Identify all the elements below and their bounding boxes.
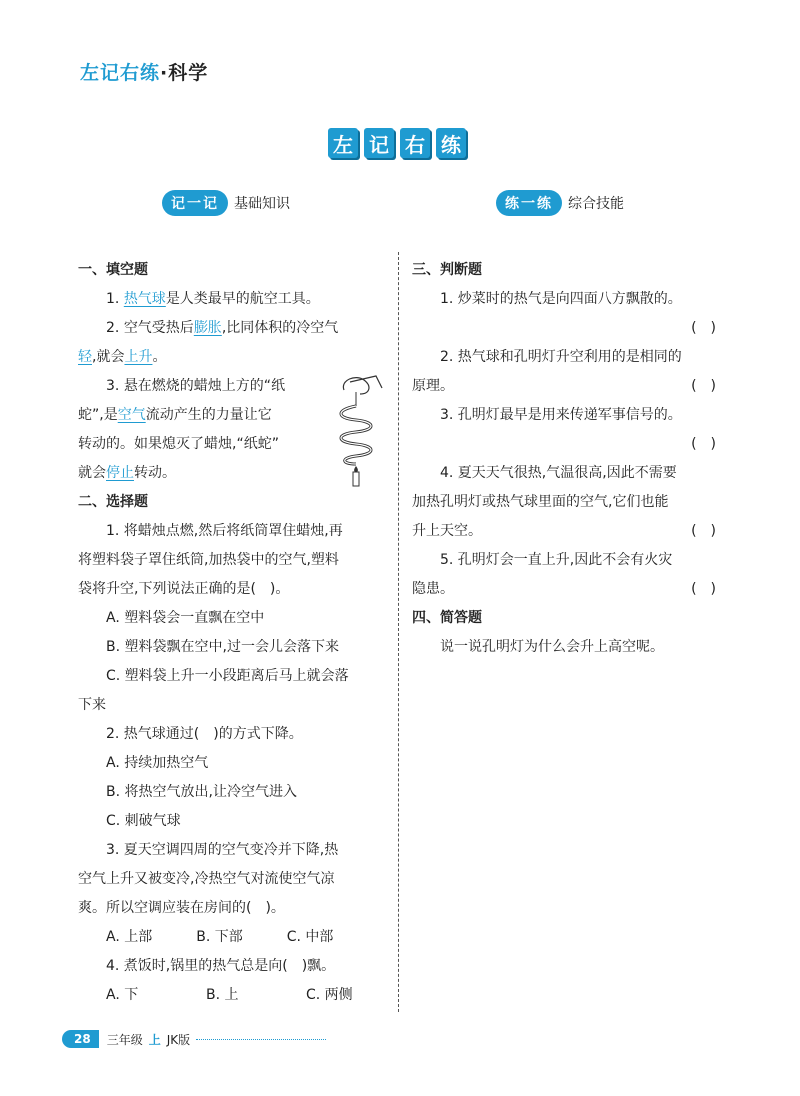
q-text: 就会 [78, 465, 106, 481]
banner-char: 练 [436, 128, 466, 158]
q-text: 流动产生的力量让它 [145, 407, 272, 423]
q-num: 1. [106, 291, 120, 307]
left-section-heading [162, 190, 290, 216]
fill-heading: 一、填空题 [78, 262, 148, 278]
choice-option: C. 中部 [286, 929, 334, 945]
right-pill: 练一练 [496, 190, 562, 216]
footer-dotted-rule [196, 1039, 326, 1040]
choice-option: C. 塑料袋上升一小段距离后马上就会落 [106, 668, 349, 684]
q-text: 空气受热后 [123, 320, 194, 336]
choice-option: B. 上 [206, 987, 239, 1003]
q-text: ,比同体积的冷空气 [221, 320, 339, 336]
q-text: 悬在燃烧的蜡烛上方的“纸 [123, 378, 286, 394]
choice-option: A. 塑料袋会一直飘在空中 [106, 610, 265, 626]
fill-q2-line1 [78, 314, 392, 343]
section-banner [328, 128, 466, 158]
answer: 膨胀 [193, 320, 222, 336]
answer: 空气 [117, 407, 146, 423]
fill-q2-line2 [78, 343, 392, 372]
judge-q5-line1: 5. 孔明灯会一直上升,因此不会有火灾 [440, 552, 673, 568]
answer-blank[interactable]: ( ) [691, 581, 716, 597]
answer: 热气球 [123, 291, 166, 307]
judge-q3-line1: 3. 孔明灯最早是用来传递军事信号的。 [440, 407, 682, 423]
short-q1: 说一说孔明灯为什么会升上高空呢。 [440, 639, 664, 655]
q-text: 隐患。 [412, 581, 454, 597]
choice-q4-line1: 4. 煮饭时,锅里的热气总是向( )飘。 [106, 958, 336, 974]
page-number: 28 [62, 1030, 99, 1048]
choice-heading: 二、选择题 [78, 494, 148, 510]
banner-char: 左 [328, 128, 358, 158]
judge-q4-line3 [412, 517, 724, 546]
choice-q3-options [78, 923, 392, 952]
subject: 科学 [168, 62, 209, 84]
left-column [78, 256, 392, 1010]
right-column [412, 256, 724, 662]
q-text: 原理。 [412, 378, 454, 394]
judge-heading: 三、判断题 [412, 262, 482, 278]
q-text: 转动。 [134, 465, 176, 481]
choice-option: B. 塑料袋飘在空中,过一会儿会落下来 [106, 639, 339, 655]
answer: 轻 [78, 349, 92, 365]
judge-q3-answer-line [412, 430, 724, 459]
choice-q2-line1: 2. 热气球通过( )的方式下降。 [106, 726, 303, 742]
left-pill: 记一记 [162, 190, 228, 216]
judge-q2-line1: 2. 热气球和孔明灯升空利用的是相同的 [440, 349, 682, 365]
answer-blank[interactable]: ( ) [691, 436, 716, 452]
choice-q4-options [78, 981, 392, 1010]
fill-q3-line3: 转动的。如果熄灭了蜡烛,“纸蛇” [78, 436, 279, 452]
choice-q3-line3: 爽。所以空调应装在房间的( )。 [78, 900, 285, 916]
q-text: 蛇”,是 [78, 407, 118, 423]
answer: 停止 [106, 465, 134, 481]
brand: 左记右练 [80, 62, 161, 84]
judge-q5-line2 [412, 575, 724, 604]
answer-blank[interactable]: ( ) [691, 378, 716, 394]
right-section-heading [496, 190, 624, 216]
choice-q1-line3: 袋将升空,下列说法正确的是( )。 [78, 581, 290, 597]
q-num: 3. [106, 378, 120, 394]
judge-q4-line2: 加热孔明灯或热气球里面的空气,它们也能 [412, 494, 669, 510]
judge-q1-line1: 1. 炒菜时的热气是向四面八方飘散的。 [440, 291, 682, 307]
choice-q3-line2: 空气上升又被变冷,冷热空气对流使空气凉 [78, 871, 335, 887]
banner-char: 记 [364, 128, 394, 158]
answer-blank[interactable]: ( ) [691, 320, 716, 336]
choice-q3-line1: 3. 夏天空调四周的空气变冷并下降,热 [106, 842, 339, 858]
choice-option: B. 下部 [196, 929, 243, 945]
choice-option: C. 刺破气球 [106, 813, 181, 829]
right-section-title: 综合技能 [568, 196, 624, 212]
judge-q2-line2 [412, 372, 724, 401]
grade: 三年级 [106, 1032, 143, 1047]
choice-option: A. 持续加热空气 [106, 755, 209, 771]
answer: 上升 [124, 349, 153, 365]
q-text: ,就会 [92, 349, 125, 365]
term: 上 [148, 1032, 161, 1047]
q-text: 是人类最早的航空工具。 [165, 291, 320, 307]
edition: JK版 [166, 1032, 191, 1047]
judge-q4-line1: 4. 夏天天气很热,气温很高,因此不需要 [440, 465, 677, 481]
banner-char: 右 [400, 128, 430, 158]
judge-q1-answer-line [412, 314, 724, 343]
choice-q1-line2: 将塑料袋子罩住纸筒,加热袋中的空气,塑料 [78, 552, 339, 568]
q-num: 2. [106, 320, 120, 336]
answer-blank[interactable]: ( ) [691, 523, 716, 539]
left-section-title: 基础知识 [234, 196, 290, 212]
column-divider [398, 252, 399, 1012]
fill-q1 [78, 285, 392, 314]
header-dot: · [160, 62, 169, 84]
header-title [80, 58, 208, 85]
choice-option-cont: 下来 [78, 697, 106, 713]
choice-option: A. 下 [106, 987, 139, 1003]
choice-q1-line1: 1. 将蜡烛点燃,然后将纸筒罩住蜡烛,再 [106, 523, 343, 539]
page-footer [62, 1030, 326, 1048]
short-heading: 四、简答题 [412, 610, 482, 626]
q-text: 。 [152, 349, 167, 365]
choice-option: C. 两侧 [306, 987, 353, 1003]
choice-option: A. 上部 [106, 929, 153, 945]
paper-snake-illustration [330, 372, 386, 490]
q-text: 升上天空。 [412, 523, 482, 539]
choice-option: B. 将热空气放出,让冷空气进入 [106, 784, 297, 800]
